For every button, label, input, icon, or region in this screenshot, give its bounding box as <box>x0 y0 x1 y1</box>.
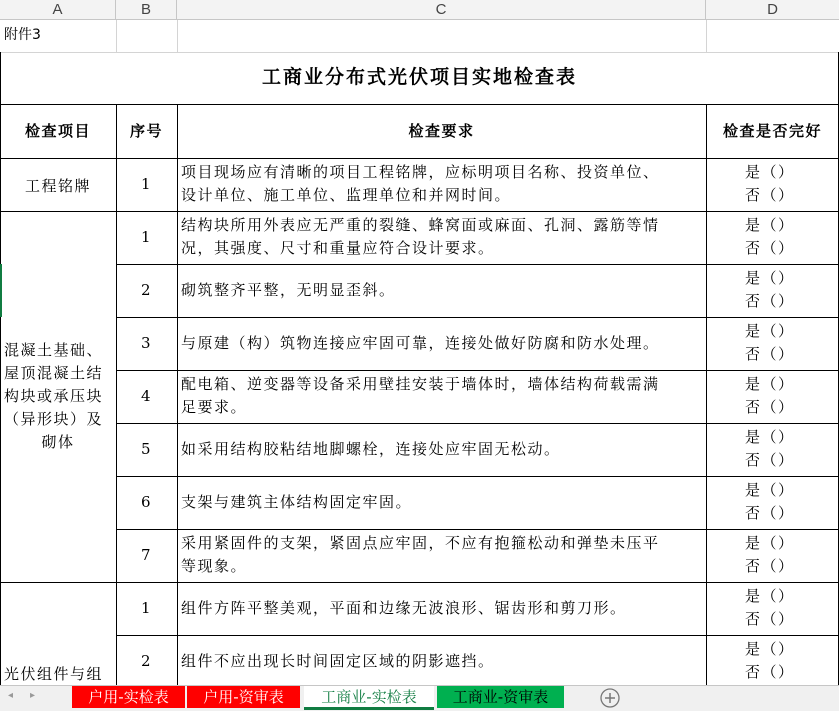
column-header-d[interactable]: D <box>767 1 778 18</box>
tab-household-inspection[interactable]: 户用-实检表 <box>72 686 185 708</box>
row-border <box>116 370 839 371</box>
row-requirement: 结构块所用外表应无严重的裂缝、蜂窝面或麻面、孔洞、露筋等情 <box>181 216 660 234</box>
table-border <box>0 52 1 685</box>
check-no[interactable]: 否（） <box>745 663 795 681</box>
row-requirement: 足要求。 <box>181 398 248 416</box>
column-header-a[interactable]: A <box>0 0 116 20</box>
check-yes[interactable]: 是（） <box>745 481 795 499</box>
header-seq: 序号 <box>129 122 163 140</box>
header-is-intact: 检查是否完好 <box>722 122 822 140</box>
row-border <box>116 423 839 424</box>
check-no[interactable]: 否（） <box>745 345 795 363</box>
gridline <box>116 20 117 52</box>
row-requirement: 配电箱、逆变器等设备采用壁挂安装于墙体时，墙体结构荷载需满 <box>181 375 660 393</box>
check-yes[interactable]: 是（） <box>745 640 795 658</box>
table-border <box>706 104 707 685</box>
row-requirement: 砌筑整齐平整，无明显歪斜。 <box>181 281 396 299</box>
check-no[interactable]: 否（） <box>745 610 795 628</box>
check-yes[interactable]: 是（） <box>745 587 795 605</box>
gridline <box>177 20 178 52</box>
table-border <box>0 158 839 159</box>
row-seq: 1 <box>140 175 153 193</box>
plus-circle-icon[interactable] <box>599 687 621 709</box>
row-requirement: 况，其强度、尺寸和重量应符合设计要求。 <box>181 239 495 257</box>
check-yes[interactable]: 是（） <box>745 428 795 446</box>
group-label-concrete-line: 构块或承压块 <box>4 387 104 405</box>
row-seq: 7 <box>140 546 153 564</box>
group-label-pv: 光伏组件与组 <box>4 665 104 683</box>
row-seq: 2 <box>140 281 153 299</box>
tab-commercial-review[interactable]: 工商业-资审表 <box>437 686 564 708</box>
check-yes[interactable]: 是（） <box>745 322 795 340</box>
scroll-right-icon[interactable]: ▸ <box>30 690 36 701</box>
row-requirement: 等现象。 <box>181 557 248 575</box>
row-border <box>116 529 839 530</box>
row-requirement: 组件不应出现长时间固定区域的阴影遮挡。 <box>181 652 495 670</box>
row-border <box>0 582 839 583</box>
check-yes[interactable]: 是（） <box>745 534 795 552</box>
column-header-b[interactable]: B <box>116 0 177 20</box>
row-seq: 3 <box>140 334 153 352</box>
sheet-tab-bar <box>0 685 839 711</box>
gridline <box>706 20 707 52</box>
check-no[interactable]: 否（） <box>745 504 795 522</box>
group-label-concrete-line: 砌体 <box>41 433 75 451</box>
check-yes[interactable]: 是（） <box>745 216 795 234</box>
header-requirement: 检查要求 <box>408 122 475 140</box>
table-title: 工商业分布式光伏项目实地检查表 <box>261 66 577 88</box>
group-label-nameplate: 工程铭牌 <box>24 177 91 195</box>
group-label-concrete-line: （异形块）及 <box>4 410 104 428</box>
check-no[interactable]: 否（） <box>745 292 795 310</box>
table-border <box>177 104 178 685</box>
check-yes[interactable]: 是（） <box>745 269 795 287</box>
table-border <box>0 104 839 105</box>
row-border <box>116 635 839 636</box>
header-check-item: 检查项目 <box>24 122 91 140</box>
group-label-concrete-line: 混凝土基础、 <box>4 341 104 359</box>
column-header-c[interactable]: C <box>177 0 706 20</box>
row-requirement: 设计单位、施工单位、监理单位和并网时间。 <box>181 186 512 204</box>
check-no[interactable]: 否（） <box>745 186 795 204</box>
tab-household-review[interactable]: 户用-资审表 <box>187 686 300 708</box>
check-no[interactable]: 否（） <box>745 398 795 416</box>
row-seq: 1 <box>140 228 153 246</box>
row-seq: 5 <box>140 440 153 458</box>
check-no[interactable]: 否（） <box>745 239 795 257</box>
check-no[interactable]: 否（） <box>745 557 795 575</box>
row-border <box>116 264 839 265</box>
spreadsheet-grid[interactable] <box>0 20 839 685</box>
row-seq: 1 <box>140 599 153 617</box>
group-label-concrete-line: 屋顶混凝土结 <box>4 364 104 382</box>
row-requirement: 与原建（构）筑物连接应牢固可靠，连接处做好防腐和防水处理。 <box>181 334 660 352</box>
row-requirement: 支架与建筑主体结构固定牢固。 <box>181 493 413 511</box>
gridline <box>0 52 839 53</box>
attachment-label: 附件3 <box>4 27 41 43</box>
check-no[interactable]: 否（） <box>745 451 795 469</box>
row-requirement: 组件方阵平整美观，平面和边缘无波浪形、锯齿形和剪刀形。 <box>181 599 627 617</box>
row-border <box>116 317 839 318</box>
row-border <box>0 211 839 212</box>
tab-commercial-inspection[interactable]: 工商业-实检表 <box>304 686 434 710</box>
row-requirement: 项目现场应有清晰的项目工程铭牌，应标明项目名称、投资单位、 <box>181 163 660 181</box>
row-seq: 4 <box>140 387 153 405</box>
scroll-left-icon[interactable]: ◂ <box>8 690 14 701</box>
check-yes[interactable]: 是（） <box>745 375 795 393</box>
row-seq: 6 <box>140 493 153 511</box>
row-seq: 2 <box>140 652 153 670</box>
row-requirement: 采用紧固件的支架，紧固点应牢固，不应有抱箍松动和弹垫未压平 <box>181 534 660 552</box>
row-border <box>116 476 839 477</box>
check-yes[interactable]: 是（） <box>745 163 795 181</box>
column-header-bar <box>0 0 839 20</box>
selection-indicator <box>0 264 2 317</box>
row-requirement: 如采用结构胶粘结地脚螺栓，连接处应牢固无松动。 <box>181 440 561 458</box>
